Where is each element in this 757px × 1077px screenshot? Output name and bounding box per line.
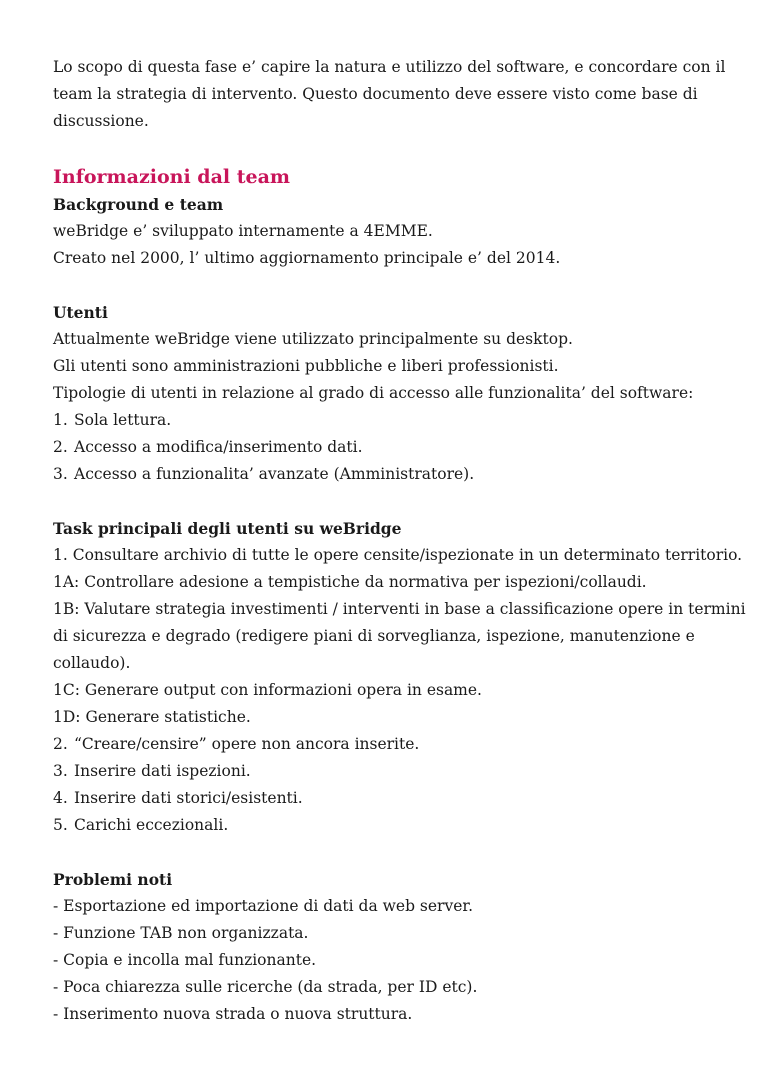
problemi-heading: Problemi noti [53,870,173,889]
background-line: Creato nel 2000, l’ ultimo aggiornamento principale e’ del 2014. [53,249,561,267]
list-number: 3. [53,762,68,780]
task-section [53,515,746,839]
list-item [53,407,743,434]
utenti-line: Tipologie di utenti in relazione al grado di accesso alle funzionalita’ del software: [53,384,694,402]
spacer [53,488,743,515]
task-line: di sicurezza e degrado (redigere piani di sorveglianza, ispezione, manutenzione e [53,627,695,645]
task-line: 1C: Generare output con informazioni opera in esame. [53,681,482,699]
task-heading: Task principali degli utenti su weBridge [53,519,402,538]
problemi-line: - Esportazione ed importazione di dati da web server. [53,897,474,915]
problemi-line: - Inserimento nuova strada o nuova struttura. [53,1005,413,1023]
intro-line: Lo scopo di questa fase e’ capire la natura e utilizzo del software, e concordare con il [53,58,726,76]
background-line: weBridge e’ sviluppato internamente a 4EMME. [53,222,433,240]
list-item [53,461,743,488]
utenti-line: Gli utenti sono amministrazioni pubbliche e liberi professionisti. [53,357,559,375]
list-item [53,758,743,785]
background-heading: Background e team [53,195,224,214]
intro-line: discussione. [53,112,149,130]
task-line: collaudo). [53,654,131,672]
utenti-heading: Utenti [53,303,108,322]
intro-paragraph [53,54,743,135]
spacer [53,272,743,299]
list-text: Inserire dati ispezioni. [74,762,251,780]
problemi-line: - Poca chiarezza sulle ricerche (da strada, per ID etc). [53,978,478,996]
problemi-line: - Funzione TAB non organizzata. [53,924,309,942]
list-item [53,731,743,758]
list-number: 2. [53,438,68,456]
list-number: 4. [53,789,68,807]
utenti-list [53,407,743,488]
problemi-line: - Copia e incolla mal funzionante. [53,951,317,969]
list-text: Accesso a modifica/inserimento dati. [74,438,363,456]
section-title: Informazioni dal team [53,166,291,188]
utenti-section [53,299,743,488]
task-line: 1A: Controllare adesione a tempistiche da normativa per ispezioni/collaudi. [53,573,647,591]
task-line: 1B: Valutare strategia investimenti / interventi in base a classificazione opere in termini [53,600,746,618]
task-line: 1. Consultare archivio di tutte le opere censite/ispezionate in un determinato territorio. [53,546,743,564]
list-text: Sola lettura. [74,411,172,429]
utenti-line: Attualmente weBridge viene utilizzato principalmente su desktop. [53,330,573,348]
list-text: Inserire dati storici/esistenti. [74,789,303,807]
list-item [53,812,743,839]
list-number: 2. [53,735,68,753]
list-text: “Creare/censire” opere non ancora inserite. [74,735,420,753]
list-item [53,434,743,461]
task-list [53,731,743,839]
list-number: 1. [53,411,68,429]
list-number: 3. [53,465,68,483]
list-text: Carichi eccezionali. [74,816,229,834]
background-section [53,191,743,272]
spacer [53,839,743,866]
list-text: Accesso a funzionalita’ avanzate (Amministratore). [74,465,475,483]
list-number: 5. [53,816,68,834]
task-line: 1D: Generare statistiche. [53,708,251,726]
problemi-section [53,866,743,1028]
intro-line: team la strategia di intervento. Questo documento deve essere visto come base di [53,85,698,103]
list-item [53,785,743,812]
document-page [53,54,746,1028]
